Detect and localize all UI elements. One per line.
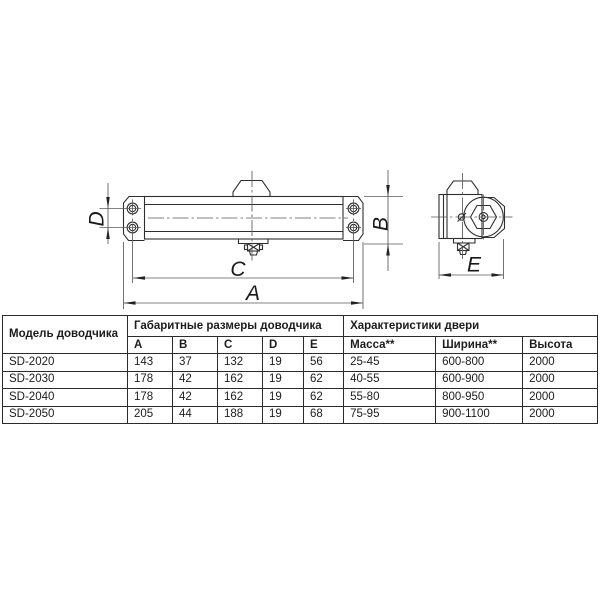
table-cell: 205: [128, 406, 173, 424]
pinion-cap: [233, 181, 270, 197]
header-door-group: Характеристики двери: [344, 316, 598, 337]
table-cell: 2000: [523, 354, 598, 372]
table-cell: 25-45: [344, 354, 436, 372]
table-cell: 40-55: [344, 371, 436, 389]
table-cell: 132: [218, 354, 263, 372]
table-row: [3, 389, 598, 407]
header-mass: Масса**: [344, 337, 436, 354]
table-cell: 44: [173, 406, 218, 424]
header-B: B: [173, 337, 218, 354]
table-cell: 62: [304, 371, 344, 389]
table-cell: 42: [173, 389, 218, 407]
table-row: [3, 354, 598, 372]
model-cell: SD-2020: [3, 354, 128, 372]
table-cell: 600-800: [436, 354, 523, 372]
table-cell: 900-1100: [436, 406, 523, 424]
header-E: E: [304, 337, 344, 354]
dim-label-D: D: [85, 211, 109, 227]
header-model: Модель доводчика: [3, 316, 128, 354]
table-cell: 143: [128, 354, 173, 372]
model-cell: SD-2030: [3, 371, 128, 389]
table-cell: 75-95: [344, 406, 436, 424]
header-D: D: [263, 337, 304, 354]
table-cell: 162: [218, 371, 263, 389]
table-cell: 19: [263, 354, 304, 372]
table-cell: 188: [218, 406, 263, 424]
table-cell: 178: [128, 389, 173, 407]
model-cell: SD-2050: [3, 406, 128, 424]
dim-label-B: B: [369, 216, 393, 231]
table-cell: 2000: [523, 389, 598, 407]
table-cell: 19: [263, 389, 304, 407]
header-dimensions-group: Габаритные размеры доводчика: [128, 316, 344, 337]
table-row: [3, 371, 598, 389]
dim-label-A: A: [245, 282, 261, 305]
header-C: C: [218, 337, 263, 354]
valve-fitting-front: [239, 239, 269, 255]
table-cell: 800-950: [436, 389, 523, 407]
table-cell: 37: [173, 354, 218, 372]
spec-table: [2, 315, 598, 424]
dimension-B: [364, 170, 403, 271]
table-cell: 2000: [523, 371, 598, 389]
table-cell: 55-80: [344, 389, 436, 407]
dimension-E: [439, 239, 504, 279]
table-cell: 19: [263, 371, 304, 389]
header-width: Ширина**: [436, 337, 523, 354]
table-cell: 19: [263, 406, 304, 424]
table-cell: 178: [128, 371, 173, 389]
table-row: [3, 406, 598, 424]
closer-body-side: [439, 195, 482, 239]
side-view: [431, 173, 513, 259]
valve-fitting-side: [454, 239, 476, 255]
dim-label-C: C: [230, 258, 246, 281]
model-cell: SD-2040: [3, 389, 128, 407]
table-cell: 68: [304, 406, 344, 424]
table-cell: 62: [304, 389, 344, 407]
header-A: A: [128, 337, 173, 354]
table-cell: 42: [173, 371, 218, 389]
table-cell: 2000: [523, 406, 598, 424]
table-cell: 162: [218, 389, 263, 407]
table-cell: 56: [304, 354, 344, 372]
dim-label-E: E: [466, 253, 482, 277]
header-height: Высота: [523, 337, 598, 354]
table-cell: 600-900: [436, 371, 523, 389]
front-view: [124, 171, 364, 262]
